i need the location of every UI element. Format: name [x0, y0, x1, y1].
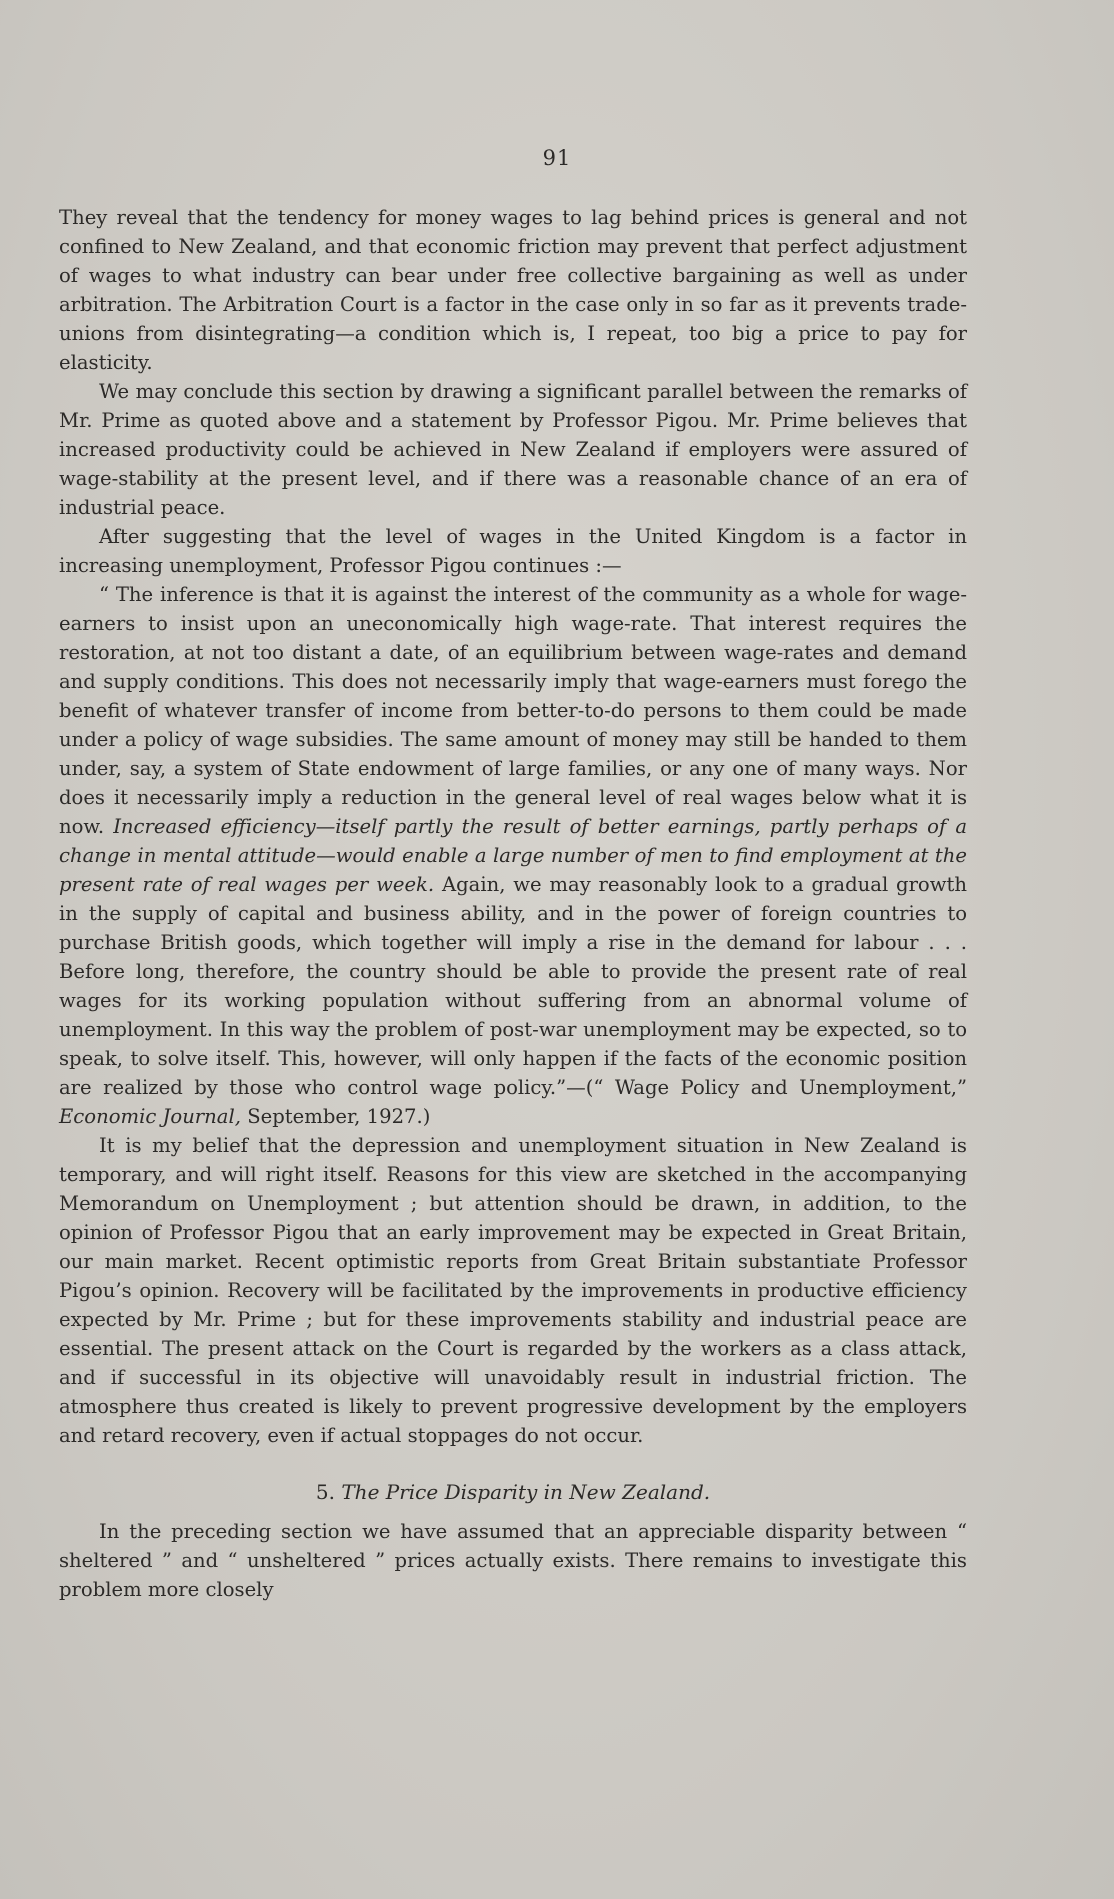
paragraph-pigou-intro: After suggesting that the level of wages in the United Kingdom is a factor in increasing unemployment, Professor Pigou continues :— — [59, 525, 967, 577]
quote-italic-text: Increased efficiency—itself partly the result of better earnings, partly perhaps of a change in mental attitude—would enable a large number of men to find employment at the present rate of real wages per week. — [59, 815, 967, 896]
body-text — [59, 203, 967, 1604]
section-heading — [59, 1450, 967, 1517]
quote-date: September, 1927.) — [247, 1105, 431, 1128]
quote-text-1: “ The inference is that it is against the interest of the community as a whole for wage-earners to insist upon an uneconomically high wage-rate. That interest requires the restoration, at not too distant a date, of an equilibrium between wage-rates and demand and supply conditions. This does not necessarily imply that wage-earners must forego the benefit of whatever transfer of income from better-to-do persons to them could be made under a policy of wage subsidies. The same amount of money may still be handed to them under, say, a system of State endowment of large families, or any one of many ways. Nor does it necessarily imply a reduction in the general level of real wages below what it is now. — [59, 583, 967, 838]
paragraph-continuation: They reveal that the tendency for money wages to lag behind prices is general and not confined to New Zealand, and that economic friction may prevent that perfect adjustment of wages to what industry can bear under free collective bargaining as well as under arbitration. The Arbitration Court is a factor in the case only in so far as it prevents trade-unions from disintegrating—a condition which is, I repeat, too big a price to pay for elasticity. — [59, 206, 967, 374]
page-number: 91 — [542, 146, 572, 170]
section-number: 5. — [315, 1480, 335, 1504]
paragraph-pigou-parallel: We may conclude this section by drawing a significant parallel between the remarks of Mr. Prime as quoted above and a statement by Professor Pigou. Mr. Prime believes that increased productivity could be achieved in New Zealand if employers were assured of wage-stability at the present level, and if there was a reasonable chance of an era of industrial peace. — [59, 380, 967, 519]
quote-text-2: Again, we may reasonably look to a gradual growth in the supply of capital and business ability, and in the power of foreign countries to purchase British goods, which together will imply a rise in the demand for labour . . . Before long, therefore, the country should be able to provide the present rate of real wages for its working population without suffering from an abnormal volume of unemployment. In this way the problem of post-war unemployment may be expected, so to speak, to solve itself. This, however, will only happen if the facts of the economic position are realized by those who control wage policy.”—(“ Wage Policy and Unemployment,” — [59, 873, 967, 1099]
journal-name: Economic Journal, — [59, 1105, 241, 1128]
paragraph-price-disparity: In the preceding section we have assumed that an appreciable disparity between “ sheltered ” and “ unsheltered ” prices actually exists. There remains to investigate this problem more closely — [59, 1520, 967, 1601]
pigou-quote — [59, 580, 967, 1131]
paragraph-belief: It is my belief that the depression and unemployment situation in New Zealand is temporary, and will right itself. Reasons for this view are sketched in the accompanying Memorandum on Unemployment ; but attention should be drawn, in addition, to the opinion of Professor Pigou that an early improvement may be expected in Great Britain, our main market. Recent optimistic reports from Great Britain substantiate Professor Pigou’s opinion. Recovery will be facilitated by the improvements in productive efficiency expected by Mr. Prime ; but for these improvements stability and industrial peace are essential. The present attack on the Court is regarded by the workers as a class attack, and if successful in its objective will unavoidably result in industrial friction. The atmosphere thus created is likely to prevent progressive development by the employers and retard recovery, even if actual stoppages do not occur. — [59, 1134, 967, 1447]
section-title: The Price Disparity in New Zealand. — [341, 1480, 711, 1504]
